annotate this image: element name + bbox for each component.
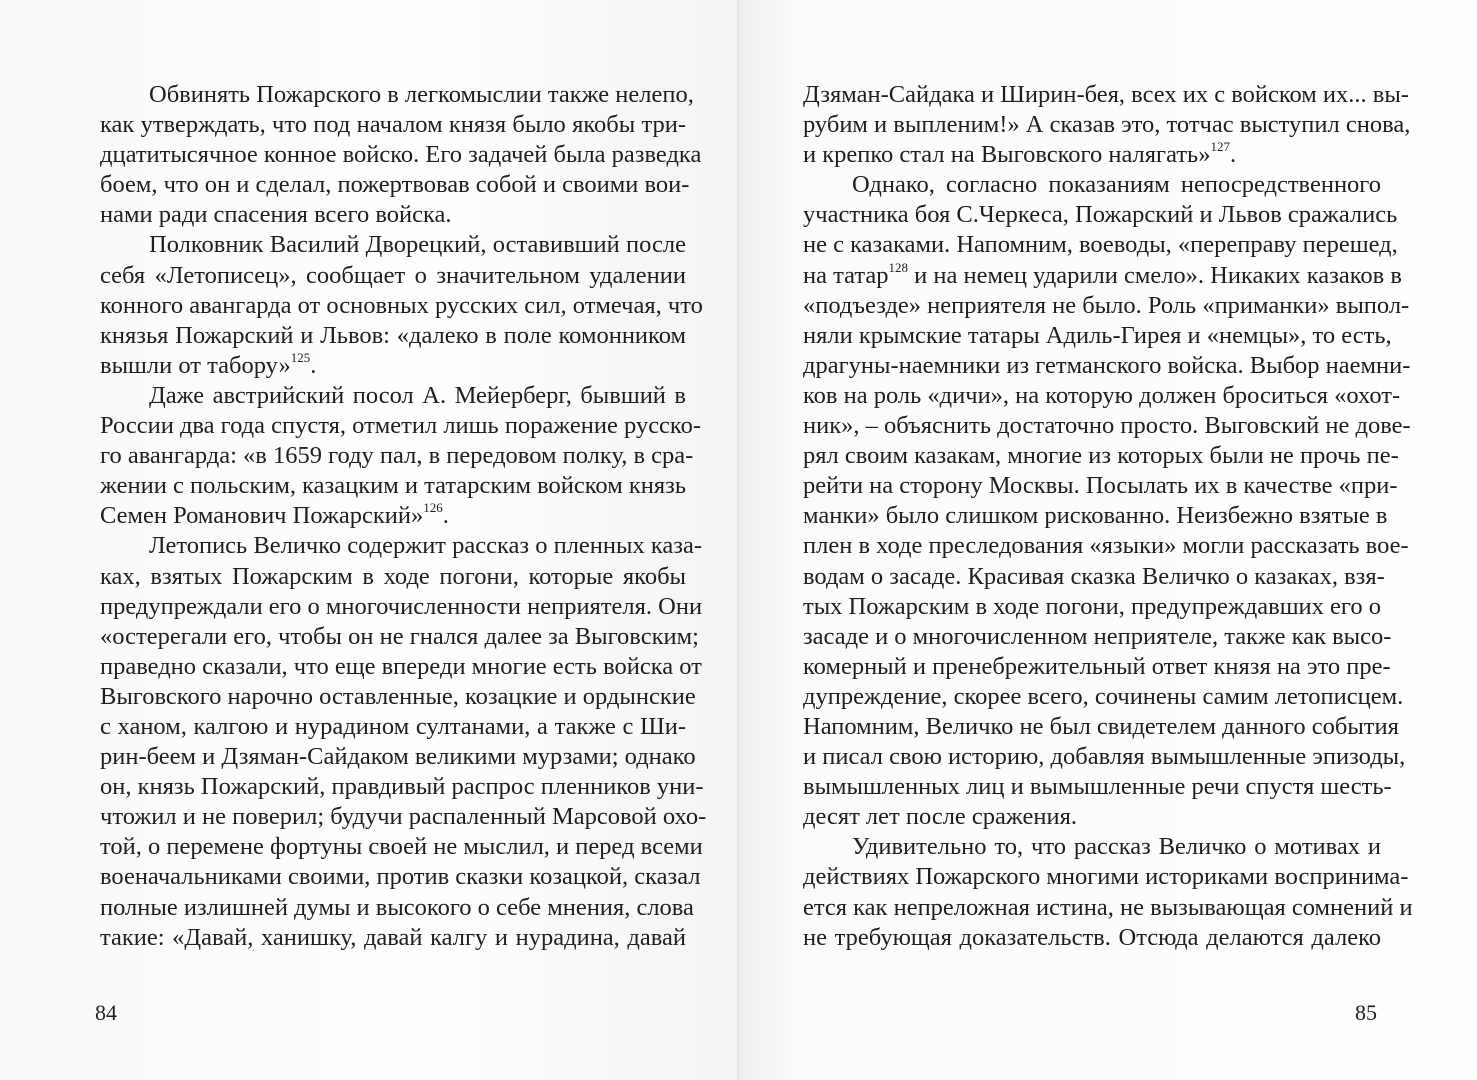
text-line [803,772,1392,802]
text-line [803,471,1398,501]
text-line [100,862,701,892]
line-text: няли крымские татары Адиль-Гирея и «немцы», то есть, [803,321,1392,349]
line-text: России два года спустя, отметил лишь поражение русско- [100,412,702,440]
line-text: Даже австрийский посол А. Мейерберг, бывший в [149,381,686,409]
line-text: Выговского нарочно оставленные, козацкие и ордынские [100,682,696,710]
line-text: Семен Романович Пожарский» [100,502,424,530]
line-text: манки» было слишком рискованно. Неизбежно взятые в [803,502,1388,530]
text-line [100,562,686,592]
text-line [100,772,704,802]
text-line [100,441,694,471]
line-text: засаде и о многочисленном неприятеле, также как высо- [803,622,1392,650]
text-line [100,80,694,110]
line-text: рубим и выпленим!» А сказав это, тотчас выступил снова, [803,111,1411,139]
footnote-marker: 127 [1210,139,1230,155]
text-line [100,291,703,321]
line-text: жении с польским, казацким и татарским войском князь [100,472,686,500]
line-text: себя «Летописец», сообщает о значительном удалении [100,261,686,289]
text-line [803,110,1411,140]
text-line [803,291,1410,321]
text-line [100,110,686,140]
text-line [803,230,1398,260]
text-line [100,531,702,561]
left-page [0,0,738,1080]
text-line [100,501,686,531]
text-line [803,411,1411,441]
text-line [803,441,1399,471]
line-text: дцатитысячное конное войско. Его задачей была разведка [100,141,702,169]
right-page [738,0,1477,1080]
line-text: Летопись Величко содержит рассказ о пленных каза- [149,532,702,560]
text-line [803,832,1381,862]
line-text: праведно сказали, что еще впереди многие есть войска от [100,652,702,680]
text-line [100,170,690,200]
footnote-marker: 125 [290,349,311,365]
line-text: . [310,351,317,379]
line-text: чтожил и не поверил; будучи распаленный Марсовой охо- [100,803,707,831]
line-text: участника боя С.Черкеса, Пожарский и Львов сражались [803,201,1398,229]
line-text: «остерегали его, чтобы он не гнался далее за Выговским; [100,622,699,650]
line-text: вымышленных лиц и вымышленные речи спустя шесть- [803,773,1392,801]
text-line [803,351,1411,381]
line-text: ков на роль «дичи», на которую должен броситься «охот- [803,381,1401,409]
text-line [803,652,1391,682]
text-line [100,893,694,923]
line-text: и крепко стал на Выговского налягать» [803,141,1211,169]
line-text: Обвинять Пожарского в легкомыслии также нелепо, [149,81,694,108]
text-line [100,923,686,953]
line-text: боем, что он и сделал, пожертвовав собой и своими вои- [100,171,690,199]
line-text: конного авангарда от основных русских сил, отмечая, что [100,291,703,319]
line-text: «подъезде» неприятеля не было. Роль «приманки» выпол- [803,291,1410,319]
line-text: ках, взятых Пожарским в ходе погони, которые якобы [100,562,686,590]
line-text: дупреждение, скорее всего, сочинены самим летописцем. [803,682,1404,710]
text-line [100,411,702,441]
text-line [803,562,1385,592]
line-text: военачальниками своими, против сказки козацкой, сказал [100,863,701,891]
text-line [100,682,696,712]
line-text: действиях Пожарского многими историками воспринима- [803,863,1409,891]
text-line [100,742,696,772]
text-line [100,230,686,260]
line-text: предупреждали его о многочисленности неприятеля. Они [100,592,703,620]
text-line [803,893,1413,923]
line-text: Однако, согласно показаниям непосредственного [852,171,1381,199]
line-text: го авангарда: «в 1659 году пал, в передовом полку, в сра- [100,442,694,470]
text-line [803,200,1398,230]
line-text: . [442,502,449,530]
line-text: Удивительно то, что рассказ Величко о мотивах и [852,833,1381,861]
text-line [803,501,1388,531]
text-line [803,321,1392,351]
page-number: 85 [1355,1000,1377,1025]
line-text: водам о засаде. Красивая сказка Величко о казаках, взя- [803,562,1385,590]
line-text: князья Пожарский и Львов: «далеко в поле комонником [100,321,686,349]
line-text: . [1229,141,1237,169]
text-line [100,381,686,411]
text-line [100,351,686,381]
line-text: и на немец ударили смело». Никаких казаков в [908,261,1402,289]
line-text: нами ради спасения всего войска. [100,201,452,229]
line-text: рин-беем и Дзяман-Сайдаком великими мурзами; однако [100,743,696,771]
text-line [803,712,1399,742]
text-line [100,832,703,862]
line-text: десят лет после сражения. [803,803,1078,831]
line-text: Дзяман-Сайдака и Ширин-бея, всех их с войском их... вы- [803,81,1409,108]
line-text: не с казаками. Напомним, воеводы, «переправу перешед, [803,231,1398,259]
footnote-marker: 128 [888,259,908,275]
line-text: ется как непреложная истина, не вызывающая сомнений и [803,893,1413,921]
text-line [803,923,1381,953]
line-text: драгуны-наемники из гетманского войска. Выбор наемни- [803,351,1411,379]
line-text: и писал свою историю, добавляя вымышленные эпизоды, [803,743,1406,771]
line-text: как утверждать, что под началом князя было якобы три- [100,111,686,139]
text-line [803,592,1381,622]
text-line [803,381,1401,411]
text-line [803,80,1409,110]
line-text: вышли от табору» [100,351,291,379]
page-text [803,80,1413,953]
line-text: он, князь Пожарский, правдивый распрос пленников уни- [100,773,704,801]
text-line [803,802,1381,832]
line-text: Полковник Василий Дворецкий, оставивший после [149,231,686,259]
line-text: такие: «Давай, ханишку, давай калгу и нурадина, давай [100,923,686,951]
text-line [803,682,1404,712]
footnote-marker: 126 [423,500,443,516]
line-text: Напомним, Величко не был свидетелем данного события [803,712,1399,740]
text-line [100,200,686,230]
line-text: рял своим казакам, многие из которых были не прочь пе- [803,442,1399,470]
line-text: с ханом, калгою и нурадином султанами, а также с Ши- [100,712,686,740]
text-line [100,802,707,832]
line-text: ник», – объяснить достаточно просто. Выговский не дове- [803,412,1411,440]
text-line [100,261,686,291]
text-line [803,531,1409,561]
text-line [803,742,1406,772]
text-line [100,321,686,351]
text-line [100,712,686,742]
line-text: комерный и пренебрежительный ответ князя на это пре- [803,652,1391,680]
text-line [100,622,699,652]
line-text: той, о перемене фортуны своей не мыслил, и перед всеми [100,833,703,861]
line-text: не требующая доказательств. Отсюда делаются далеко [803,923,1381,951]
text-line [100,592,703,622]
text-line [803,140,1381,170]
text-line [803,622,1392,652]
text-line [100,471,686,501]
text-line [100,140,702,170]
line-text: на татар [803,261,889,289]
line-text: рейти на сторону Москвы. Посылать их в качестве «при- [803,472,1398,500]
book-gutter [737,0,739,1080]
page-text [100,80,707,953]
text-line [803,862,1409,892]
page-number: 84 [95,1000,117,1025]
text-line [803,259,1402,291]
text-line [803,170,1381,200]
line-text: плен в ходе преследования «языки» могли рассказать вое- [803,532,1409,560]
line-text: полные излишней думы и высокого о себе мнения, слова [100,893,694,921]
text-line [100,652,702,682]
line-text: тых Пожарским в ходе погони, предупреждавших его о [803,592,1381,620]
